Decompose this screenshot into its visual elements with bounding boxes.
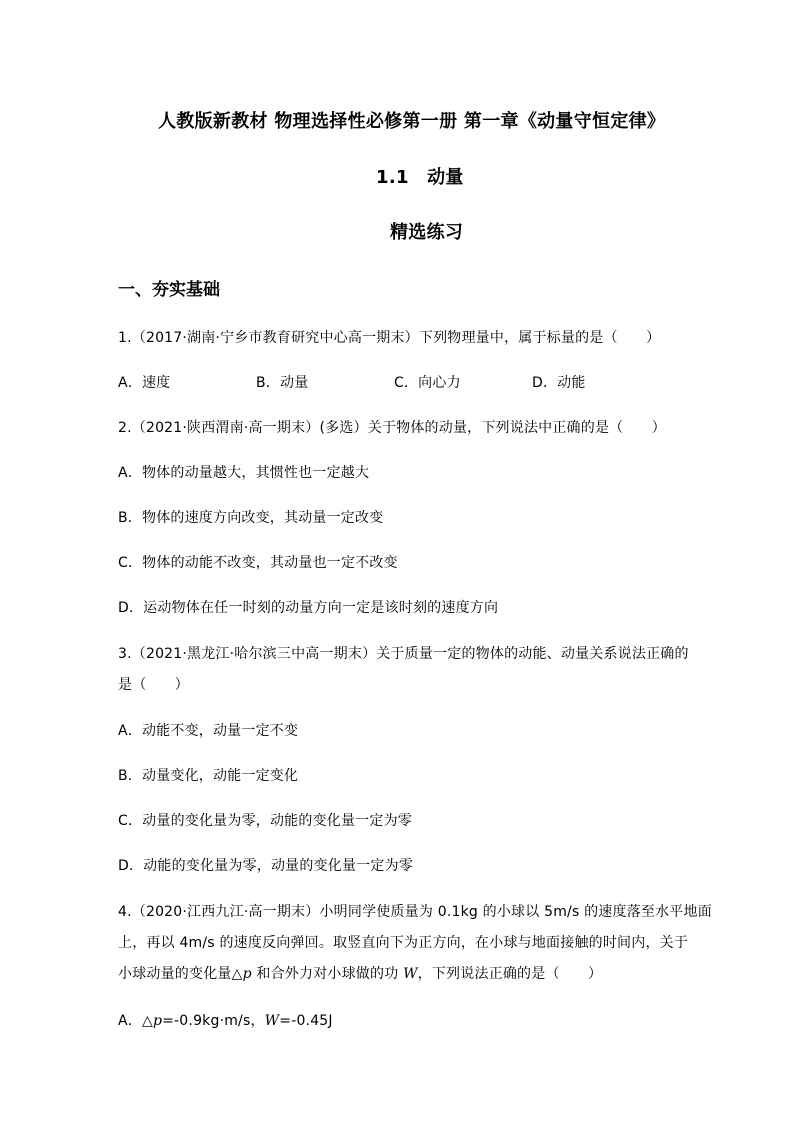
question-4-option-a-part-2: =-0.9kg·m/s， (162, 1013, 265, 1029)
question-4-line-3 (118, 963, 602, 983)
question-2-option-d: D．运动物体在任一时刻的动量方向一定是该时刻的速度方向 (118, 600, 499, 616)
question-4-line-3-part-3: ，下列说法正确的是（ ） (417, 966, 603, 982)
question-4-option-a-part-3: =-0.45J (279, 1013, 333, 1029)
momentum-symbol: p (242, 966, 252, 982)
question-4-line-1: 4.（2020·江西九江·高一期末）小明同学使质量为 0.1kg 的小球以 5m/s 的速度落至水平地面 (118, 904, 712, 920)
momentum-symbol: p (152, 1013, 163, 1029)
question-1-option-d: D．动能 (532, 375, 586, 391)
question-1-option-a: A．速度 (118, 375, 171, 391)
question-4-line-3-part-2: 和合外力对小球做的功 (251, 966, 404, 982)
section-heading: 一、夯实基础 (118, 280, 220, 300)
exercise-heading: 精选练习 (390, 222, 464, 243)
question-3-option-c: C．动量的变化量为零，动能的变化量一定为零 (118, 813, 412, 829)
question-2-option-a: A．物体的动量越大，其惯性也一定越大 (118, 465, 370, 481)
question-4-option-a-part-1: A．△ (118, 1013, 153, 1029)
question-1: 1.（2017·湖南·宁乡市教育研究中心高一期末）下列物理量中，属于标量的是（ ） (118, 330, 661, 346)
question-3-line-1: 3.（2021·黑龙江·哈尔滨三中高一期末）关于质量一定的物体的动能、动量关系说法正确的 (118, 646, 689, 662)
question-3-option-b: B．动量变化，动能一定变化 (118, 768, 299, 784)
work-symbol: W (264, 1013, 280, 1029)
question-3-option-a: A．动能不变，动量一定不变 (118, 723, 299, 739)
question-2-option-b: B．物体的速度方向改变，其动量一定改变 (118, 510, 384, 526)
question-1-option-c: C．向心力 (394, 375, 461, 391)
document-title: 人教版新教材 物理选择性必修第一册 第一章《动量守恒定律》 (158, 111, 666, 132)
question-4-line-3-part-1: 小球动量的变化量△ (118, 966, 243, 982)
lesson-title: 1.1 动量 (376, 167, 464, 188)
question-4-option-a (118, 1010, 333, 1030)
question-2: 2.（2021·陕西渭南·高一期末）(多选）关于物体的动量，下列说法中正确的是（ ） (118, 420, 666, 436)
question-2-option-c: C．物体的动能不改变，其动量也一定不改变 (118, 555, 398, 571)
work-symbol: W (403, 966, 418, 982)
question-4-line-2: 上，再以 4m/s 的速度反向弹回。取竖直向下为正方向，在小球与地面接触的时间内，关于 (118, 935, 689, 951)
question-3-option-d: D．动能的变化量为零，动量的变化量一定为零 (118, 858, 413, 874)
question-3-line-2: 是（ ） (118, 677, 189, 693)
question-1-options (118, 372, 586, 392)
question-1-option-b: B．动量 (256, 375, 309, 391)
